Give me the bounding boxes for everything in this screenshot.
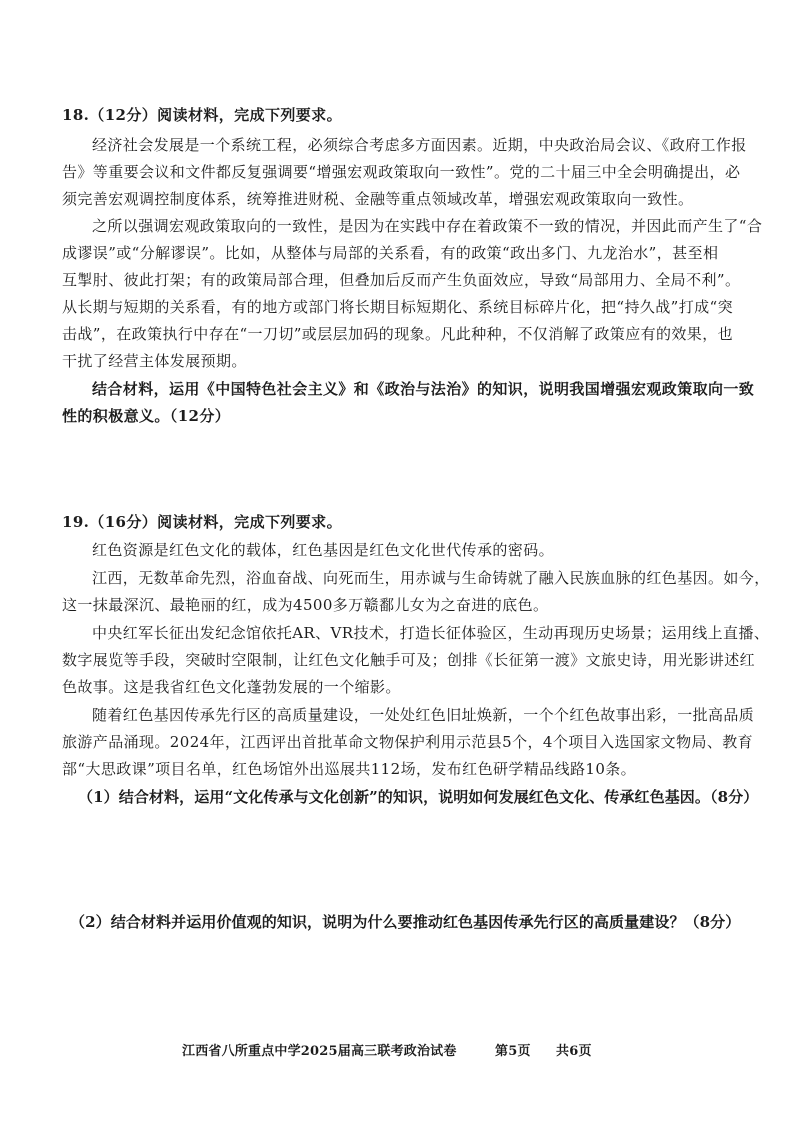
- footer-total-pages: 共6页: [556, 1044, 592, 1059]
- q18-p2-line6: 干扰了经营主体发展预期。: [62, 352, 247, 370]
- q18-p1-line2: 告》等重要会议和文件都反复强调要“增强宏观政策取向一致性”。党的二十届三中全会明确提出，必: [62, 163, 741, 181]
- q19-p2-line1: 江西，无数革命先烈，浴血奋战、向死而生，用赤诚与生命铸就了融入民族血脉的红色基因。如今，: [92, 569, 770, 587]
- q18-p1-line3: 须完善宏观调控制度体系，统筹推进财税、金融等重点领域改革，增强宏观政策取向一致性。: [62, 190, 694, 208]
- q19-sub2: （2）结合材料并运用价值观的知识，说明为什么要推动红色基因传承先行区的高质量建设？（8分）: [70, 913, 741, 931]
- q19-p3-line3: 色故事。这是我省红色文化蓬勃发展的一个缩影。: [62, 678, 401, 696]
- q18-p2-line5: 击战”，在政策执行中存在“一刀切”或层层加码的现象。凡此种种，不仅消解了政策应有的效果，也: [62, 325, 734, 343]
- q19-title: 19.（16分）阅读材料，完成下列要求。: [62, 513, 342, 531]
- q19-p2-line2: 这一抹最深沉、最艳丽的红，成为4500多万赣鄱儿女为之奋进的底色。: [62, 596, 549, 614]
- q18-title: 18.（12分）阅读材料，完成下列要求。: [62, 106, 342, 124]
- q18-p1-line1: 经济社会发展是一个系统工程，必须综合考虑多方面因素。近期，中央政治局会议、《政府工作报: [92, 136, 747, 154]
- q19-sub1: （1）结合材料，运用“文化传承与文化创新”的知识，说明如何发展红色文化、传承红色基因。（8分）: [78, 788, 759, 806]
- q18-p2-line2: 成谬误”或“分解谬误”。比如，从整体与局部的关系看，有的政策“政出多门、九龙治水”，甚至相: [62, 244, 719, 262]
- q18-question-line2: 性的积极意义。（12分）: [62, 407, 231, 425]
- footer-exam-name: 江西省八所重点中学2025届高三联考政治试卷: [182, 1044, 457, 1059]
- q19-p3-line1: 中央红军长征出发纪念馆依托AR、VR技术，打造长征体验区，生动再现历史场景；运用线上直播、: [92, 624, 770, 642]
- q19-p1: 红色资源是红色文化的载体，红色基因是红色文化世代传承的密码。: [92, 541, 555, 559]
- q19-p3-line2: 数字展览等手段，突破时空限制，让红色文化触手可及；创排《长征第一渡》文旅史诗，用光影讲述红: [62, 651, 756, 669]
- q18-p2-line4: 从长期与短期的关系看，有的地方或部门将长期目标短期化、系统目标碎片化，把“持久战”打成“突: [62, 298, 734, 316]
- q18-p2-line3: 互掣肘、彼此打架；有的政策局部合理，但叠加后反而产生负面效应，导致“局部用力、全局不利”。: [62, 271, 741, 289]
- q19-p4-line1: 随着红色基因传承先行区的高质量建设，一处处红色旧址焕新，一个个红色故事出彩，一批高品质: [92, 706, 755, 724]
- q19-p4-line2: 旅游产品涌现。2024年，江西评出首批革命文物保护利用示范县5个，4个项目入选国家文物局、教育: [62, 733, 754, 751]
- footer-page-number: 第5页: [495, 1044, 531, 1059]
- q18-p2-line1: 之所以强调宏观政策取向的一致性，是因为在实践中存在着政策不一致的情况，并因此而产生了“合: [92, 217, 763, 235]
- q18-question-line1: 结合材料，运用《中国特色社会主义》和《政治与法治》的知识，说明我国增强宏观政策取向一致: [92, 380, 755, 398]
- q19-p4-line3: 部“大思政课”项目名单，红色场馆外出巡展共112场，发布红色研学精品线路10条。: [62, 760, 637, 778]
